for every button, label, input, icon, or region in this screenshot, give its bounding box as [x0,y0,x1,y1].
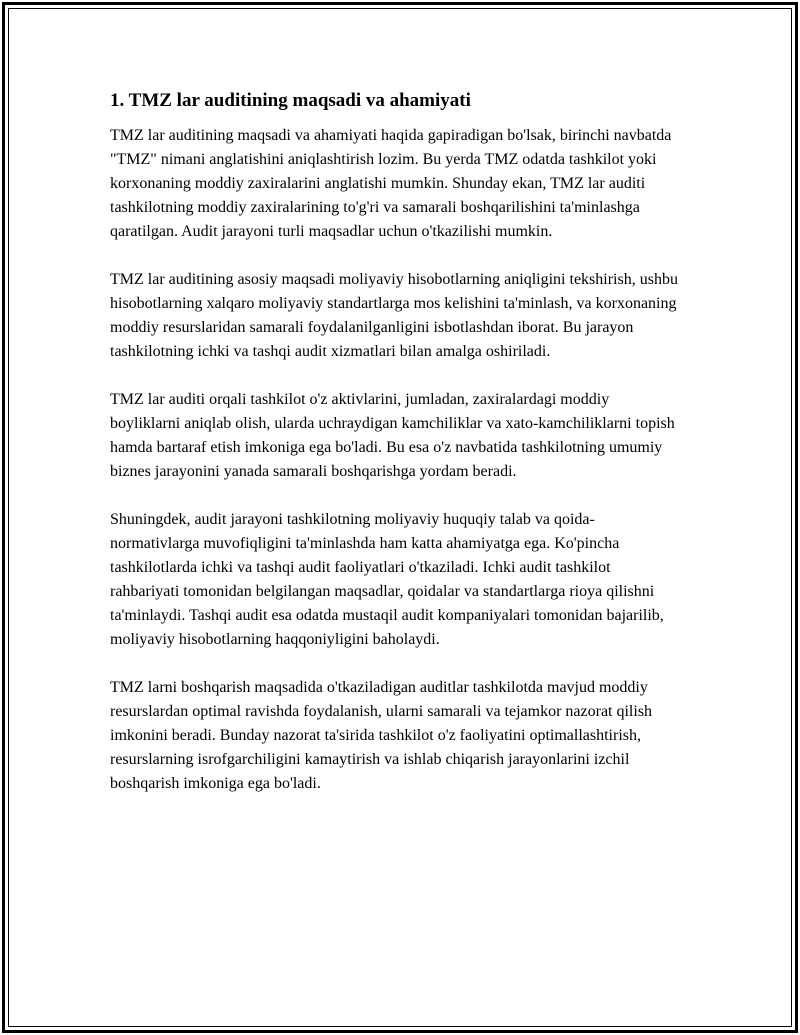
paragraph-3: TMZ lar auditi orqali tashkilot o'z aktivlarini, jumladan, zaxiralardagi moddiy boyliklarni aniqlab olish, ularda uchraydigan kamchiliklar va xato-kamchiliklarni topish hamda bartaraf etish imkoniga ega bo'ladi. Bu esa o'z navbatida tashkilotning umumiy biznes jarayonini yanada samarali boshqarishga yordam beradi. [110,391,675,480]
section-heading: 1. TMZ lar auditining maqsadi va ahamiyati [110,90,471,111]
paragraph-4: Shuningdek, audit jarayoni tashkilotning moliyaviy huquqiy talab va qoida-normativlarga muvofiqligini ta'minlashda ham katta ahamiyatga ega. Ko'pincha tashkilotlarda ichki va tashqi audit faoliyatlari o'tkaziladi. Ichki audit tashkilot rahbariyati tomonidan belgilangan maqsadlar, qoidalar va standartlarga rioya qilishni ta'minlaydi. Tashqi audit esa odatda mustaqil audit kompaniyalari tomonidan bajarilib, moliyaviy hisobotlarning haqqoniyligini baholaydi. [110,511,664,648]
paragraph-5: TMZ larni boshqarish maqsadida o'tkaziladigan auditlar tashkilotda mavjud moddiy resurslardan optimal ravishda foydalanish, ularni samarali va tejamkor nazorat qilish imkonini beradi. Bunday nazorat ta'sirida tashkilot o'z faoliyatini optimallashtirish, resurslarning isrofgarchiligini kamaytirish va ishlab chiqarish jarayonlarini izchil boshqarish imkoniga ega bo'ladi. [110,679,653,792]
paragraph-2: TMZ lar auditining asosiy maqsadi moliyaviy hisobotlarning aniqligini tekshirish, ushbu hisobotlarning xalqaro moliyaviy standartlarga mos kelishini ta'minlash, va korxonaning moddiy resurslaridan samarali foydalanilganligini isbotlashdan iborat. Bu jarayon tashkilotning ichki va tashqi audit xizmatlari bilan amalga oshiriladi. [110,271,678,360]
document-body [110,88,680,820]
paragraph-1: TMZ lar auditining maqsadi va ahamiyati haqida gapiradigan bo'lsak, birinchi navbatda "TMZ" nimani anglatishini aniqlashtirish lozim. Bu yerda TMZ odatda tashkilot yoki korxonaning moddiy zaxiralarini anglatishi mumkin. Shunday ekan, TMZ lar auditi tashkilotning moddiy zaxiralarining to'g'ri va samarali boshqarilishini ta'minlashga qaratilgan. Audit jarayoni turli maqsadlar uchun o'tkazilishi mumkin. [110,127,672,240]
